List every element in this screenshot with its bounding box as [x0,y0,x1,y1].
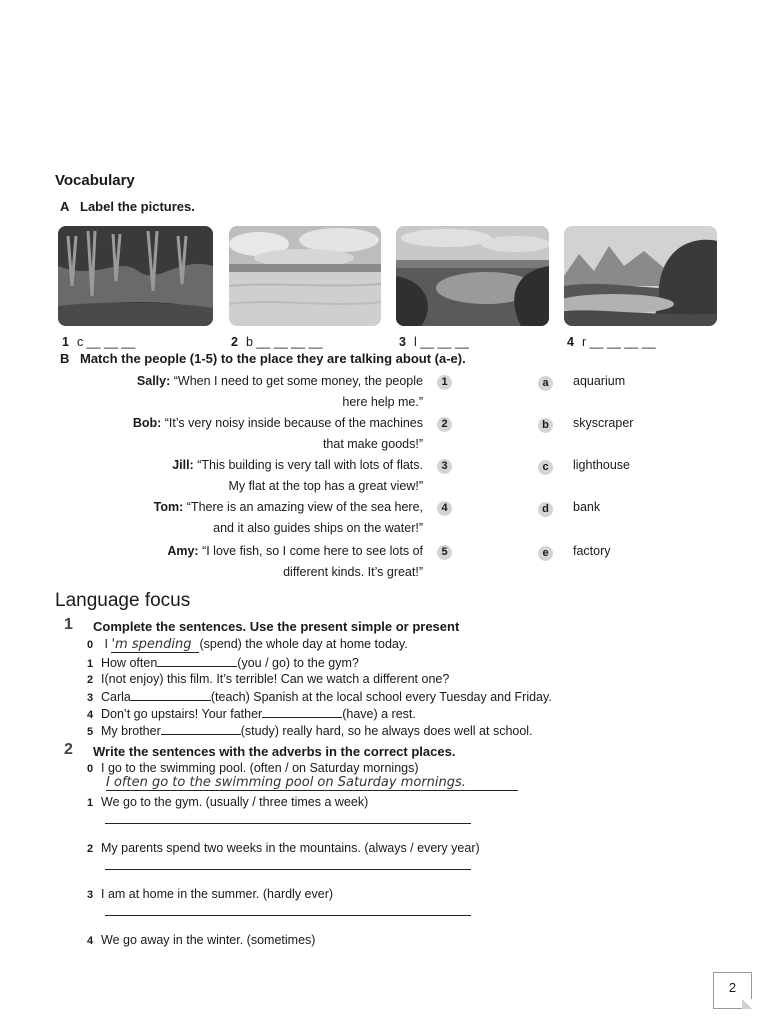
speaker-quote-line2: that make goods!” [322,437,423,451]
item-text: I(not enjoy) this film. It’s terrible! Can we watch a different one? [101,672,450,686]
item-prompt: My parents spend two weeks in the mountains. (always / every year) [101,841,480,855]
match-letter-e[interactable]: e [538,546,553,561]
ex1-item-1 [87,655,359,670]
speaker-quote-line2: here help me.” [342,395,423,409]
label-1-number: 1 [62,335,69,349]
answer-line-2[interactable] [105,869,471,870]
item-number: 5 [87,726,94,738]
item-number: 2 [87,674,94,686]
place-bank: bank [573,500,601,514]
exercise-a-heading [60,199,195,214]
item-text-after: (study) really hard, so he always does well at school. [240,724,533,738]
item-text-before: Carla [101,690,131,704]
label-2 [231,335,322,349]
speaker-name: Sally: [136,374,171,388]
ex1-item-5 [87,723,533,738]
ex1-item-4 [87,706,416,721]
answer-blank[interactable] [131,689,211,701]
speaker-quote-line2: and it also guides ships on the water!” [213,521,423,535]
exercise-b-heading [60,351,466,366]
place-lighthouse: lighthouse [573,458,630,472]
speaker-quote-line1: “There is an amazing view of the sea here, [186,500,423,514]
ex2-example [87,761,419,775]
section-title-language-focus: Language focus [55,590,191,611]
exercise-a-letter: A [60,199,70,214]
speaker-name: Jill: [172,458,194,472]
answer-blank[interactable] [161,723,241,735]
photo-cave [58,226,213,326]
answer-line-3[interactable] [105,915,471,916]
item-number: 0 [87,763,94,775]
page-corner-fold [742,999,752,1009]
photo-river [564,226,717,326]
match-letter-d[interactable]: d [538,502,553,517]
ex1-item-3 [87,689,552,704]
speaker-quote-line2: My flat at the top has a great view!” [228,479,423,493]
item-prompt: We go away in the winter. (sometimes) [101,933,316,947]
speaker-name: Amy: [167,544,199,558]
ex2-item-2 [87,841,480,855]
item-prompt: We go to the gym. (usually / three times a week) [101,795,369,809]
speaker-quote-line1: “I love fish, so I come here to see lots of [202,544,423,558]
speaker-quote-line1: “This building is very tall with lots of flats. [197,458,423,472]
item-text-before: How often [101,656,158,670]
example-rest: (spend) the whole day at home today. [199,637,408,651]
label-4-hint: r __ __ __ __ [581,335,656,349]
item-text-after: (teach) Spanish at the local school every Tuesday and Friday. [210,690,552,704]
match-number-4[interactable]: 4 [437,501,452,516]
label-3 [399,335,469,349]
exercise-2-number: 2 [64,741,73,758]
item-number: 4 [87,709,94,721]
match-letter-a[interactable]: a [538,376,553,391]
ex1-example [87,637,408,653]
example-subject: I [104,637,108,651]
example-answer: 'm spending [111,637,199,653]
label-2-number: 2 [231,335,238,349]
speaker-name: Tom: [153,500,184,514]
page-number-box [713,972,752,1009]
ex2-item-4 [87,933,315,947]
item-text-before: My brother [101,724,161,738]
speaker-quote-line2: different kinds. It’s great!” [283,565,423,579]
page-number: 2 [728,980,737,995]
section-title-vocabulary: Vocabulary [55,172,135,189]
ex2-example-answer: I often go to the swimming pool on Saturday mornings. [106,775,518,791]
answer-blank[interactable] [157,655,237,667]
ex1-item-2 [87,672,449,686]
item-number: 2 [87,843,94,855]
speaker-sally [93,371,423,413]
item-number: 1 [87,797,94,809]
place-skyscraper: skyscraper [573,416,634,430]
answer-blank[interactable] [262,706,342,718]
item-number: 3 [87,692,94,704]
label-2-hint: b __ __ __ __ [245,335,323,349]
exercise-b-instruction: Match the people (1-5) to the place they are talking about (a-e). [80,351,466,366]
item-number: 1 [87,658,94,670]
photo-beach [229,226,381,326]
match-number-1[interactable]: 1 [437,375,452,390]
label-4 [567,335,656,349]
item-number: 0 [87,639,94,651]
photo-lake [396,226,549,326]
item-text-before: Don’t go upstairs! Your father [101,707,263,721]
item-number: 3 [87,889,94,901]
answer-line-1[interactable] [105,823,471,824]
label-1 [62,335,135,349]
match-letter-b[interactable]: b [538,418,553,433]
item-text-after: (you / go) to the gym? [237,656,359,670]
ex2-item-3 [87,887,333,901]
match-number-3[interactable]: 3 [437,459,452,474]
speaker-amy [93,541,423,583]
speaker-tom [93,497,423,539]
label-3-number: 3 [399,335,406,349]
ex2-item-1 [87,795,368,809]
match-number-5[interactable]: 5 [437,545,452,560]
match-number-2[interactable]: 2 [437,417,452,432]
label-4-number: 4 [567,335,574,349]
item-number: 4 [87,935,94,947]
place-factory: factory [573,544,611,558]
speaker-bob [93,413,423,455]
item-text-after: (have) a rest. [342,707,416,721]
exercise-b-letter: B [60,351,70,366]
label-3-hint: l __ __ __ [413,335,469,349]
item-prompt: I am at home in the summer. (hardly ever) [101,887,334,901]
exercise-1-instruction: Complete the sentences. Use the present simple or present [93,619,460,634]
speaker-quote-line1: “When I need to get some money, the people [173,374,423,388]
speaker-name: Bob: [132,416,162,430]
exercise-2-instruction: Write the sentences with the adverbs in the correct places. [93,744,456,759]
label-1-hint: c __ __ __ [76,335,136,349]
exercise-1-number: 1 [64,616,73,633]
exercise-a-instruction: Label the pictures. [80,199,195,214]
example-prompt: I go to the swimming pool. (often / on Saturday mornings) [101,761,419,775]
place-aquarium: aquarium [573,374,626,388]
speaker-jill [93,455,423,497]
match-letter-c[interactable]: c [538,460,553,475]
speaker-quote-line1: “It’s very noisy inside because of the machines [164,416,423,430]
